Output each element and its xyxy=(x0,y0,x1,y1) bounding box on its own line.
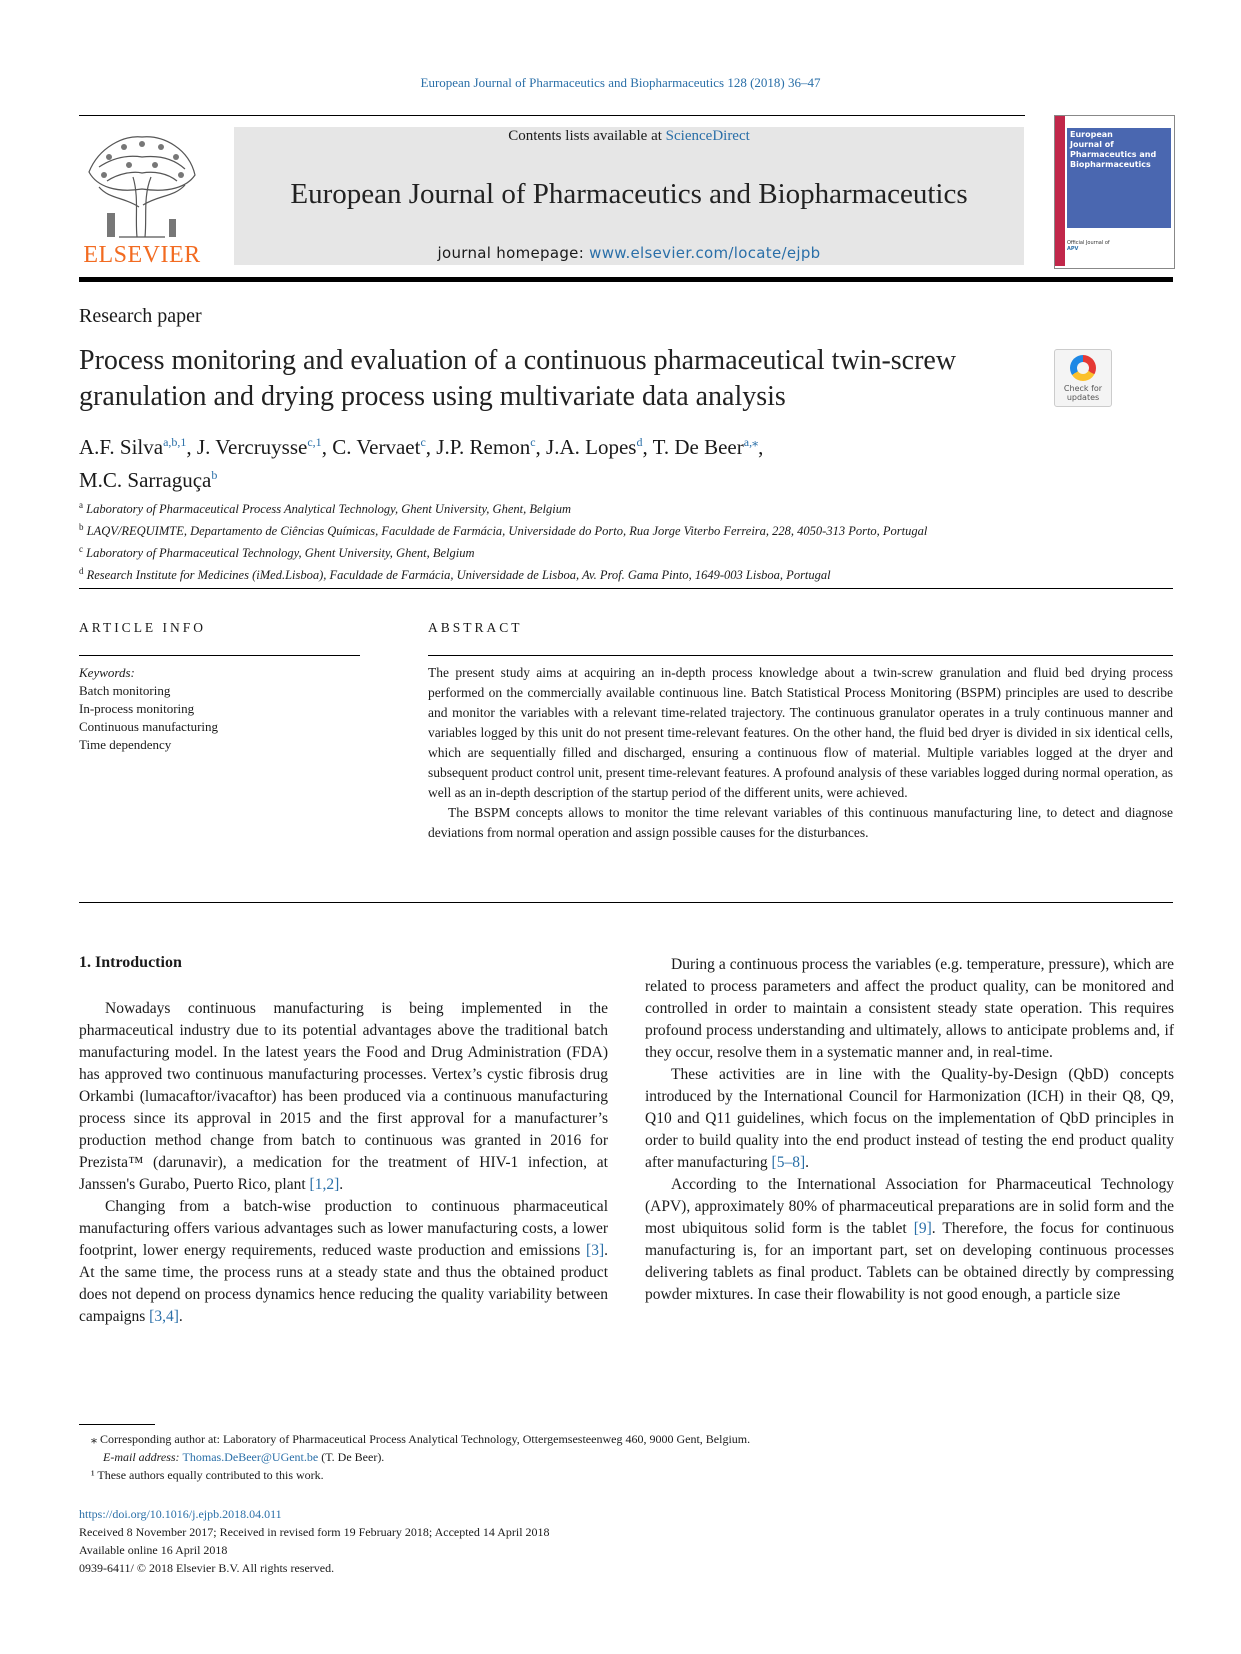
keywords-label: Keywords: xyxy=(79,665,135,680)
affiliation xyxy=(79,540,1179,562)
doi-link[interactable]: https://doi.org/10.1016/j.ejpb.2018.04.011 xyxy=(79,1507,282,1521)
keyword: Continuous manufacturing xyxy=(79,719,219,734)
corresponding-author-note: ⁎ Corresponding author at: Laboratory of Pharmaceutical Process Analytical Technology, Ottergemsesteenweg 460, 9000 Gent, Belgium. xyxy=(91,1432,751,1446)
citation-link[interactable]: [5–8] xyxy=(771,1154,806,1171)
received-dates: Received 8 November 2017; Received in revised form 19 February 2018; Accepted 14 April 2018 xyxy=(79,1525,550,1539)
body-paragraph xyxy=(645,1174,1174,1306)
author-affiliation-marker[interactable]: c xyxy=(420,435,426,449)
homepage-prefix: journal homepage: xyxy=(437,244,590,262)
footnotes xyxy=(79,1430,1079,1484)
email-tail: (T. De Beer). xyxy=(318,1450,385,1464)
cover-line: European xyxy=(1070,130,1113,139)
citation-link[interactable]: [3,4] xyxy=(149,1308,179,1325)
cover-footer xyxy=(1067,240,1110,252)
affiliation xyxy=(79,562,1179,584)
citation-link[interactable]: [3] xyxy=(586,1242,605,1259)
body-text: Changing from a batch-wise production to continuous pharmaceutical manufacturing offers various advantages such as lower manufacturing costs, a lower footprint, lower energy requirements, reduced waste production and emissions xyxy=(79,1198,608,1259)
affiliation-key: b xyxy=(79,522,84,533)
contents-line xyxy=(234,128,1024,145)
journal-cover-thumbnail[interactable] xyxy=(1054,115,1175,269)
article-type: Research paper xyxy=(79,305,202,327)
keyword: Time dependency xyxy=(79,737,172,752)
author-affiliation-marker[interactable]: b xyxy=(211,468,218,482)
author-name: J.P. Remon xyxy=(436,435,531,459)
cover-line: Biopharmaceutics xyxy=(1070,160,1151,169)
author-list xyxy=(79,428,1079,494)
abstract-heading: ABSTRACT xyxy=(428,620,523,635)
abstract-bottom-rule xyxy=(79,902,1173,903)
citation-link[interactable]: [1,2] xyxy=(309,1176,340,1193)
cover-footer-brand: APV xyxy=(1067,246,1079,252)
online-date: Available online 16 April 2018 xyxy=(79,1543,228,1557)
author xyxy=(436,435,546,459)
body-paragraph xyxy=(645,1064,1174,1174)
body-text: . xyxy=(339,1176,344,1193)
author-name: A.F. Silva xyxy=(79,435,164,459)
author-separator: , xyxy=(186,435,197,459)
author-name: J.A. Lopes xyxy=(546,435,637,459)
header-rule xyxy=(79,115,1025,116)
affiliation-text: Laboratory of Pharmaceutical Technology, Ghent University, Ghent, Belgium xyxy=(86,546,475,561)
article-info-heading: ARTICLE INFO xyxy=(79,620,207,635)
body-text: . xyxy=(805,1154,809,1171)
cover-stripe xyxy=(1055,116,1065,266)
abstract-paragraph: The BSPM concepts allows to monitor the time relevant variables of this continuous manufacturing line, to detect and diagnose deviations from normal operation and assign possible causes for the disturbances. xyxy=(428,805,1173,840)
affiliation xyxy=(79,496,1179,518)
cover-line: Journal of xyxy=(1070,140,1114,149)
body-text: . At the same time, the process runs at a steady state and thus the obtained product does not depend on process dynamics hence reducing the quality variability between campaigns xyxy=(79,1242,608,1325)
author-separator: , xyxy=(425,435,437,459)
abstract-rule xyxy=(428,655,1173,656)
affiliation xyxy=(79,518,1179,540)
author-separator: , xyxy=(758,435,764,459)
abstract-paragraph: The present study aims at acquiring an in-depth process knowledge about a twin-screw granulation and fluid bed drying process performed on the commercially available continuous line. Batch Statistical Process Monitoring (BSPM) principles are used to describe and monitor the variables with a relevant time-related trajectory. The continuous granulator operates in a truly continuous manner and variables logged by this unit do not present time-relevant features. On the other hand, the fluid bed dryer is divided in six identical cells, which are sequentially filled and discharged, ensuring a continuous flow of material. Multiple variables logged at the dryer and subsequent product control unit, present time-relevant features. A profound analysis of these variables logged during normal operation, as well as an in-depth description of the startup period of the different units, were achieved. xyxy=(428,665,1173,800)
keywords-block xyxy=(79,664,218,754)
masthead-thick-rule xyxy=(79,277,1173,282)
affiliation-text: Research Institute for Medicines (iMed.Lisboa), Faculdade de Farmácia, Universidade de Lisboa, Av. Prof. Gama Pinto, 1649-003 Lisboa, Portugal xyxy=(86,568,831,583)
author-separator: , xyxy=(642,435,653,459)
email-link[interactable]: Thomas.DeBeer@UGent.be xyxy=(182,1450,319,1464)
running-header[interactable]: European Journal of Pharmaceutics and Biopharmaceutics 128 (2018) 36–47 xyxy=(420,75,821,90)
affiliation-key: d xyxy=(79,566,84,577)
author-affiliation-marker[interactable]: a,b,1 xyxy=(163,435,187,449)
cover-line: Pharmaceutics and xyxy=(1070,150,1157,159)
publication-info xyxy=(79,1505,550,1577)
abstract-body xyxy=(428,663,1173,843)
affiliation-key: a xyxy=(79,500,83,510)
affiliation-list xyxy=(79,496,1179,585)
contents-prefix: Contents lists available at xyxy=(508,128,666,144)
email-label: E-mail address: xyxy=(103,1450,183,1464)
author xyxy=(79,435,197,459)
cover-footer-text: Official Journal of xyxy=(1067,240,1110,246)
citation-link[interactable]: [9] xyxy=(913,1220,932,1237)
author xyxy=(332,435,436,459)
article-info-rule xyxy=(79,655,360,656)
check-for-updates-button[interactable] xyxy=(1054,349,1112,407)
keyword: In-process monitoring xyxy=(79,701,195,716)
affiliation-text: LAQV/REQUIMTE, Departamento de Ciências Químicas, Faculdade de Farmácia, Universidade do Porto, Rua Jorge Viterbo Ferreira, 228, 4050-313 Porto, Portugal xyxy=(86,524,928,539)
affiliation-text: Laboratory of Pharmaceutical Process Analytical Technology, Ghent University, Ghent, Belgium xyxy=(86,502,572,517)
cover-title-block xyxy=(1067,128,1171,228)
footnote-rule xyxy=(79,1424,155,1425)
journal-title: European Journal of Pharmaceutics and Biopharmaceutics xyxy=(290,178,968,210)
section-heading-introduction: 1. Introduction xyxy=(79,954,182,971)
body-text: . xyxy=(178,1308,183,1325)
sciencedirect-link[interactable]: ScienceDirect xyxy=(665,128,750,144)
body-column-left xyxy=(79,998,608,1328)
article-title: Process monitoring and evaluation of a continuous pharmaceutical twin-screw granulation and drying process using multivariate data analysis xyxy=(79,345,957,412)
author-affiliation-marker[interactable]: c xyxy=(530,435,536,449)
author xyxy=(197,435,332,459)
body-text: During a continuous process the variables (e.g. temperature, pressure), which are related to process parameters and affect the product quality, can be monitored and controlled in order to maintain a consistent steady state operation. This requires profound process understanding and ultimately, allows to anticipate problems and, if they occur, resolve them in a systematic manner and, in real-time. xyxy=(645,956,1174,1061)
email-note xyxy=(79,1448,1079,1466)
body-paragraph xyxy=(645,954,1174,1064)
copyright: 0939-6411/ © 2018 Elsevier B.V. All rights reserved. xyxy=(79,1561,335,1575)
journal-homepage xyxy=(234,244,1024,262)
body-text: These activities are in line with the Quality-by-Design (QbD) concepts introduced by the International Council for Harmonization (ICH) in their Q8, Q9, Q10 and Q11 guidelines, which focus on the implementation of QbD principles in order to build quality into the end product instead of testing the end product quality after manufacturing xyxy=(645,1066,1174,1171)
author-name: M.C. Sarraguça xyxy=(79,468,212,492)
author xyxy=(546,435,653,459)
body-paragraph xyxy=(79,998,608,1196)
author-affiliation-marker[interactable]: c,1 xyxy=(307,435,322,449)
author xyxy=(79,468,217,492)
equal-contribution-note: ¹ These authors equally contributed to this work. xyxy=(91,1468,324,1482)
affiliation-rule xyxy=(79,588,1173,589)
body-paragraph xyxy=(79,1196,608,1328)
body-text: . Therefore, the focus for continuous manufacturing is, for an important part, set on developing continuous processes delivering tablets as final product. Tablets can be obtained directly by compressing powder mixtures. In case their flowability is not good enough, a particle size xyxy=(645,1220,1175,1303)
check-updates-icon-core xyxy=(1077,362,1089,374)
publisher-name: ELSEVIER xyxy=(83,242,201,268)
affiliation-key: c xyxy=(79,544,83,555)
author-affiliation-marker[interactable]: a,⁎ xyxy=(743,435,759,449)
body-column-right xyxy=(645,954,1174,1306)
author xyxy=(653,435,764,459)
body-text: Nowadays continuous manufacturing is being implemented in the pharmaceutical industry due to its potential advantages above the traditional batch manufacturing model. In the latest years the Food and Drug Administration (FDA) has approved two continuous manufacturing processes. Vertex’s cystic fibrosis drug Orkambi (lumacaftor/ivacaftor) has been produced via a continuous manufacturing process since its approval in 2015 and the first approval for a manufacturer’s production method change from batch to continuous was granted in 2016 for Prezista™ (darunavir), a medication for the treatment of HIV-1 infection, at Janssen's Gurabo, Puerto Rico, plant xyxy=(79,1000,608,1193)
author-separator: , xyxy=(535,435,547,459)
author-name: C. Vervaet xyxy=(332,435,421,459)
author-name: T. De Beer xyxy=(652,435,744,459)
homepage-link[interactable]: www.elsevier.com/locate/ejpb xyxy=(589,244,821,262)
keyword: Batch monitoring xyxy=(79,683,171,698)
author-affiliation-marker[interactable]: d xyxy=(636,435,643,449)
author-name: J. Vercruysse xyxy=(196,435,308,459)
author-separator: , xyxy=(321,435,333,459)
check-updates-label: Check for updates xyxy=(1063,384,1103,402)
body-text: According to the International Association for Pharmaceutical Technology (APV), approximately 80% of pharmaceutical preparations are in solid form and the most ubiquitous solid form is the tablet xyxy=(645,1176,1174,1237)
